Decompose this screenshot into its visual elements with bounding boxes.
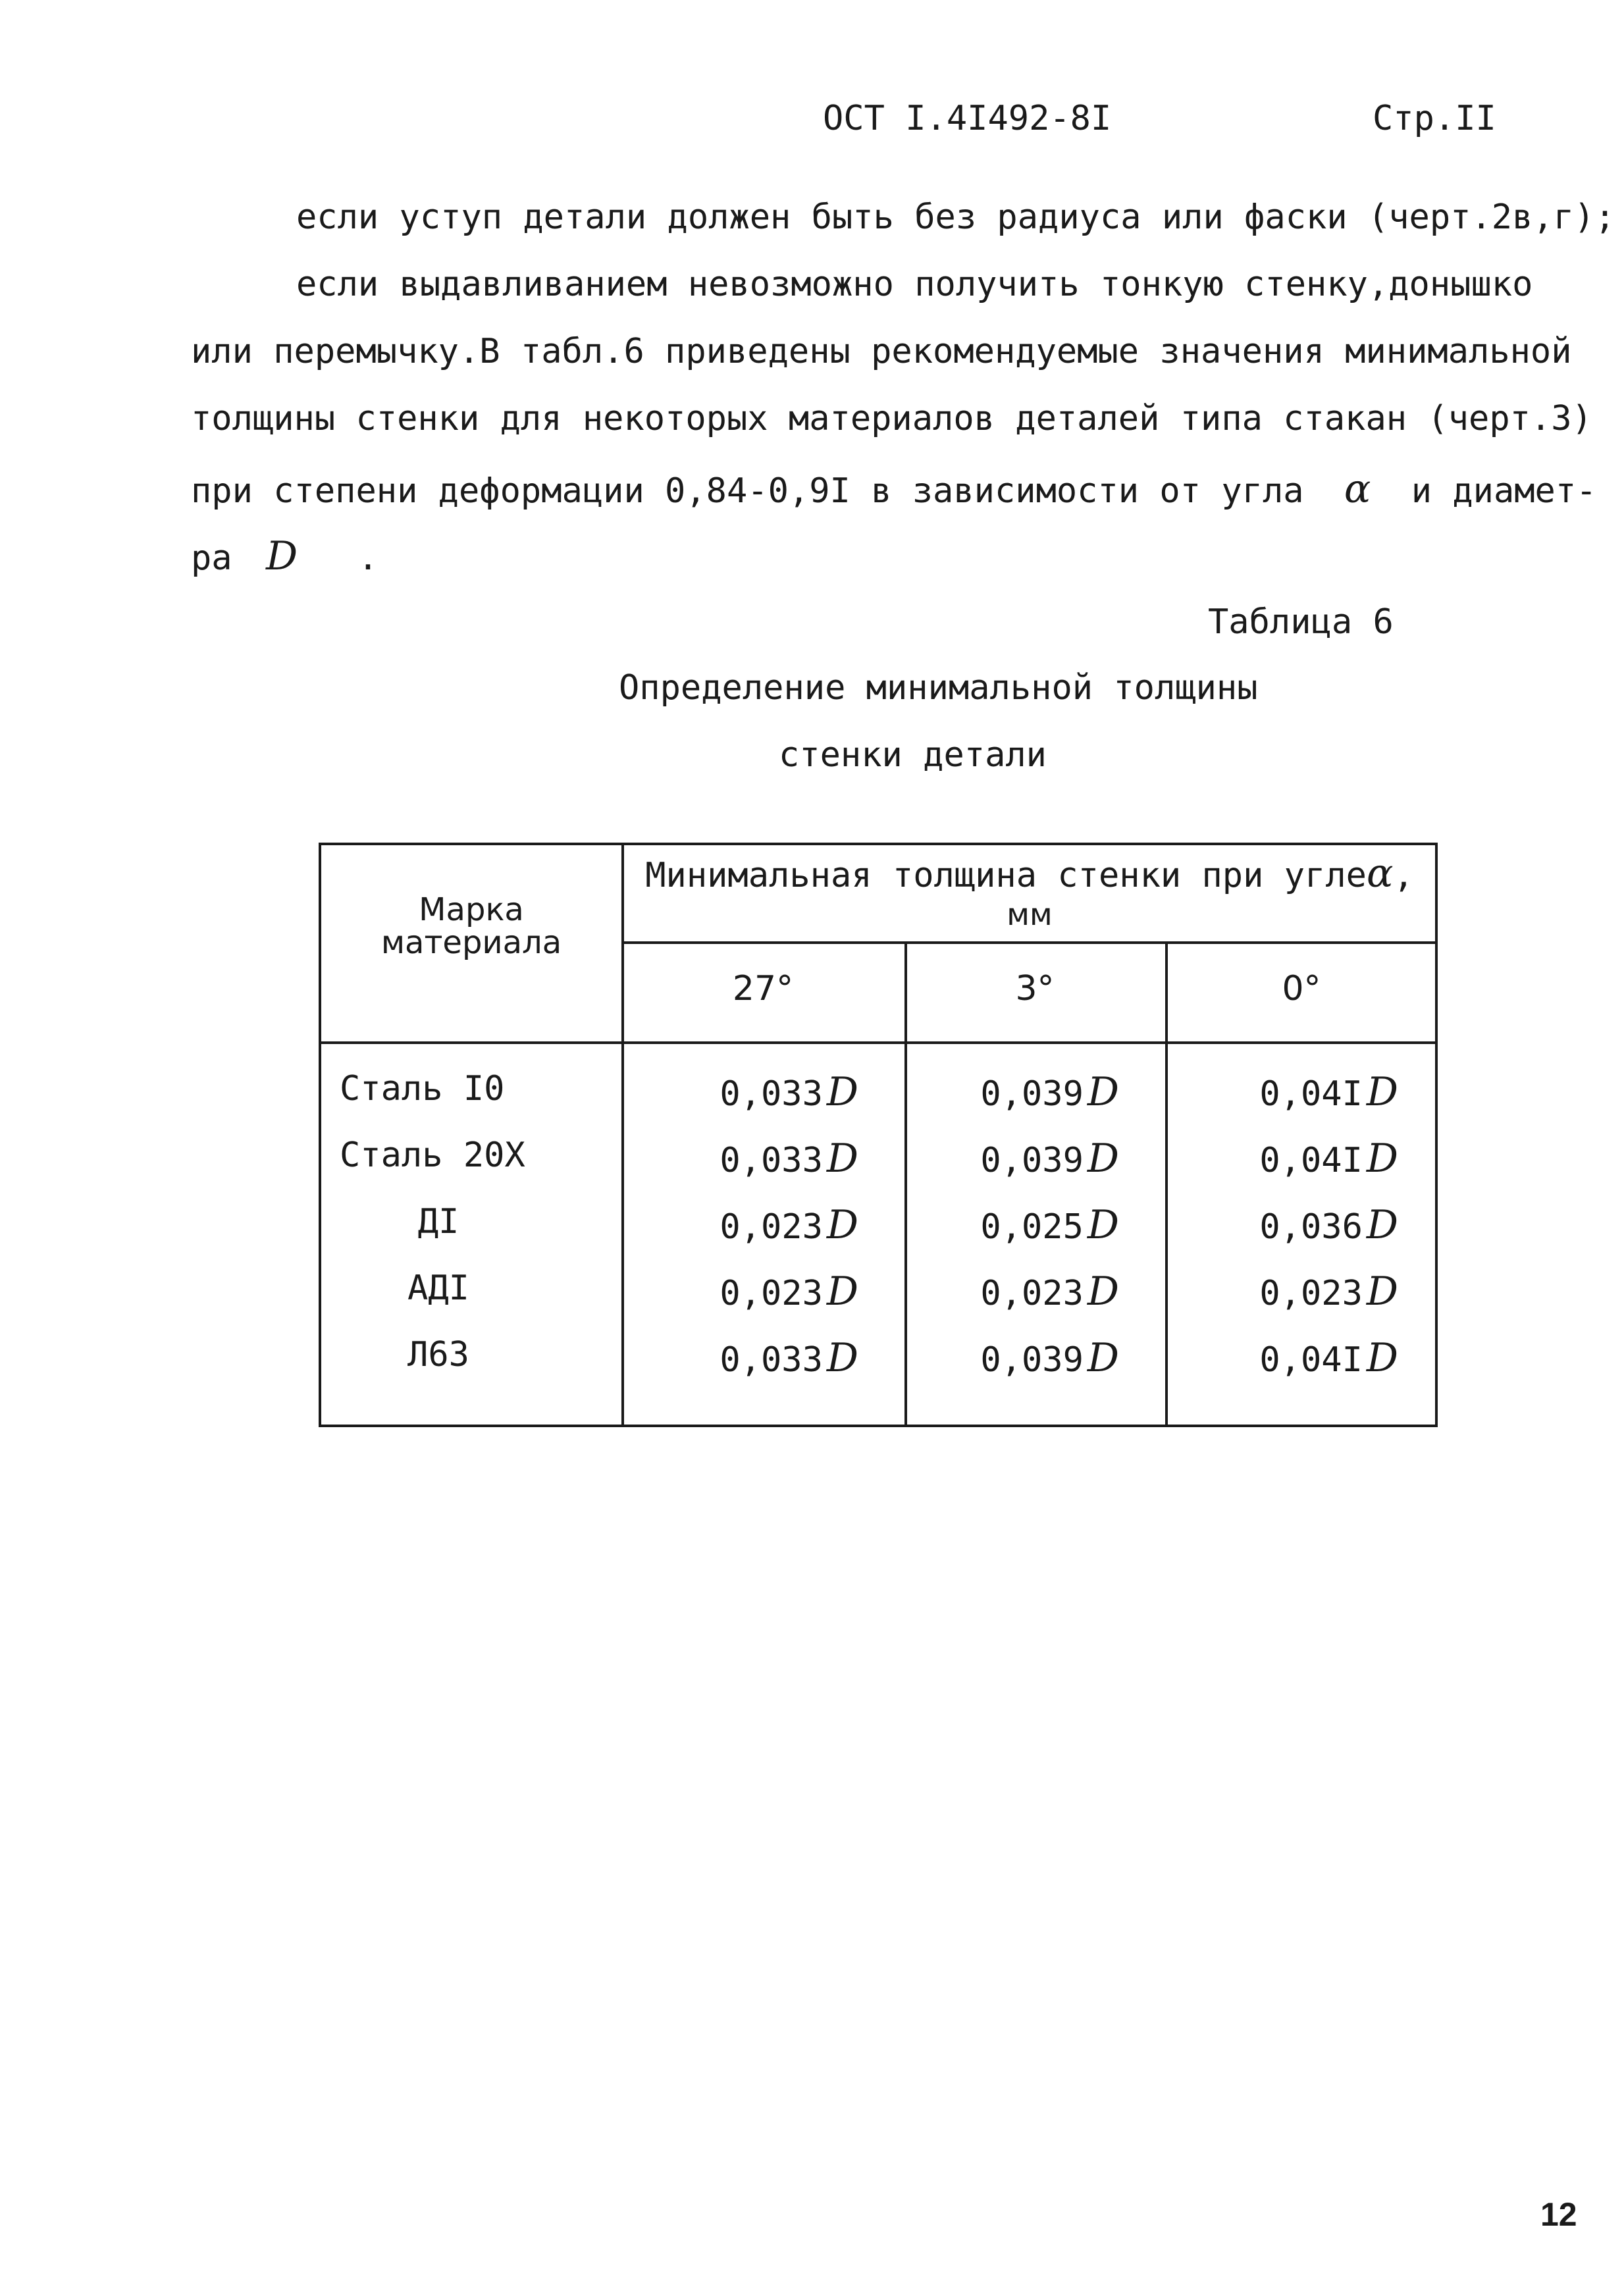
- thickness-table: [319, 843, 1438, 1427]
- diameter-symbol: D: [1087, 1202, 1119, 1248]
- thickness-value-cell: [908, 1202, 1119, 1248]
- thickness-coefficient: 0,023: [980, 1274, 1084, 1313]
- group-header-unit: мм: [1007, 897, 1053, 932]
- thickness-value-cell: [908, 1069, 1119, 1115]
- thickness-value-cell: [648, 1136, 858, 1182]
- material-cell: ДI: [417, 1202, 459, 1242]
- table-title-line-1: Определение минимальной толщины: [619, 668, 1258, 708]
- thickness-value-cell: [1188, 1136, 1398, 1182]
- angle-header-27: 27°: [732, 969, 794, 1008]
- page-number: 12: [1540, 2196, 1577, 2233]
- thickness-value-cell: [1188, 1202, 1398, 1248]
- table-divider-h1: [621, 941, 1438, 944]
- body-line-3: или перемычку.В табл.6 приведены рекомендуемые значения минимальной: [191, 332, 1572, 371]
- diameter-symbol: D: [826, 1202, 858, 1248]
- thickness-value-cell: [1188, 1335, 1398, 1381]
- thickness-coefficient: 0,023: [1259, 1274, 1363, 1313]
- thickness-value-cell: [908, 1136, 1119, 1182]
- table-divider-v1: [621, 845, 624, 1427]
- body-line-5-text-b: и диамет-: [1411, 471, 1597, 511]
- diameter-symbol: D: [1366, 1136, 1398, 1182]
- angle-header-0: 0°: [1282, 969, 1321, 1008]
- thickness-coefficient: 0,036: [1259, 1207, 1363, 1247]
- diameter-symbol: D: [1366, 1269, 1398, 1315]
- table-divider-h2: [321, 1041, 1438, 1044]
- material-cell: Сталь 20Х: [340, 1136, 525, 1175]
- body-line-4: толщины стенки для некоторых материалов деталей типа стакан (черт.3): [191, 399, 1592, 438]
- body-line-6-text-a: ра: [191, 538, 232, 578]
- diameter-symbol: D: [826, 1136, 858, 1182]
- thickness-value-cell: [648, 1202, 858, 1248]
- thickness-coefficient: 0,039: [980, 1074, 1084, 1114]
- material-cell: Л63: [407, 1335, 469, 1374]
- diameter-symbol: D: [265, 533, 298, 579]
- thickness-value-cell: [648, 1335, 858, 1381]
- thickness-value-cell: [908, 1335, 1119, 1381]
- diameter-symbol: D: [1366, 1069, 1398, 1115]
- diameter-symbol: D: [826, 1335, 858, 1381]
- diameter-symbol: D: [1366, 1202, 1398, 1248]
- material-cell: АДI: [407, 1269, 469, 1308]
- thickness-coefficient: 0,023: [720, 1207, 823, 1247]
- angle-header-3: 3°: [1015, 969, 1055, 1008]
- table-number: Таблица 6: [1208, 602, 1394, 642]
- diameter-symbol: D: [826, 1269, 858, 1315]
- thickness-coefficient: 0,04I: [1259, 1074, 1363, 1114]
- table-divider-v3: [1165, 941, 1168, 1427]
- thickness-value-cell: [1188, 1069, 1398, 1115]
- thickness-coefficient: 0,04I: [1259, 1340, 1363, 1380]
- page-label: Стр.II: [1373, 99, 1496, 138]
- group-header: [621, 851, 1438, 897]
- thickness-value-cell: [648, 1069, 858, 1115]
- table-title-line-2: стенки детали: [779, 735, 1047, 775]
- thickness-value-cell: [1188, 1269, 1398, 1315]
- diameter-symbol: D: [1366, 1335, 1398, 1381]
- diameter-symbol: D: [826, 1069, 858, 1115]
- body-line-6-text-b: .: [357, 538, 379, 578]
- diameter-symbol: D: [1087, 1136, 1119, 1182]
- thickness-value-cell: [648, 1269, 858, 1315]
- thickness-coefficient: 0,033: [720, 1141, 823, 1180]
- thickness-coefficient: 0,04I: [1259, 1141, 1363, 1180]
- thickness-coefficient: 0,023: [720, 1274, 823, 1313]
- material-cell: Сталь I0: [340, 1069, 505, 1109]
- group-header-alpha: α: [1366, 851, 1394, 897]
- thickness-coefficient: 0,033: [720, 1074, 823, 1114]
- material-header-line-1: Марка: [419, 891, 524, 928]
- thickness-coefficient: 0,039: [980, 1141, 1084, 1180]
- material-header-line-2: материала: [380, 924, 562, 961]
- group-header-text: Минимальная толщина стенки при угле: [645, 856, 1367, 895]
- thickness-coefficient: 0,039: [980, 1340, 1084, 1380]
- body-line-5: [191, 466, 1596, 512]
- diameter-symbol: D: [1087, 1335, 1119, 1381]
- body-line-1: если уступ детали должен быть без радиуса или фаски (черт.2в,г);: [296, 197, 1615, 237]
- body-line-2: если выдавливанием невозможно получить тонкую стенку,донышко: [296, 265, 1533, 304]
- thickness-value-cell: [908, 1269, 1119, 1315]
- alpha-symbol: α: [1344, 466, 1371, 512]
- group-header-comma: ,: [1393, 856, 1414, 895]
- diameter-symbol: D: [1087, 1269, 1119, 1315]
- diameter-symbol: D: [1087, 1069, 1119, 1115]
- thickness-coefficient: 0,033: [720, 1340, 823, 1380]
- body-line-6: [191, 533, 379, 579]
- body-line-5-text-a: при степени деформации 0,84-0,9I в зависимости от угла: [191, 471, 1304, 511]
- thickness-coefficient: 0,025: [980, 1207, 1084, 1247]
- table-divider-v2: [904, 941, 907, 1427]
- document-code: ОСТ I.4I492-8I: [823, 99, 1112, 138]
